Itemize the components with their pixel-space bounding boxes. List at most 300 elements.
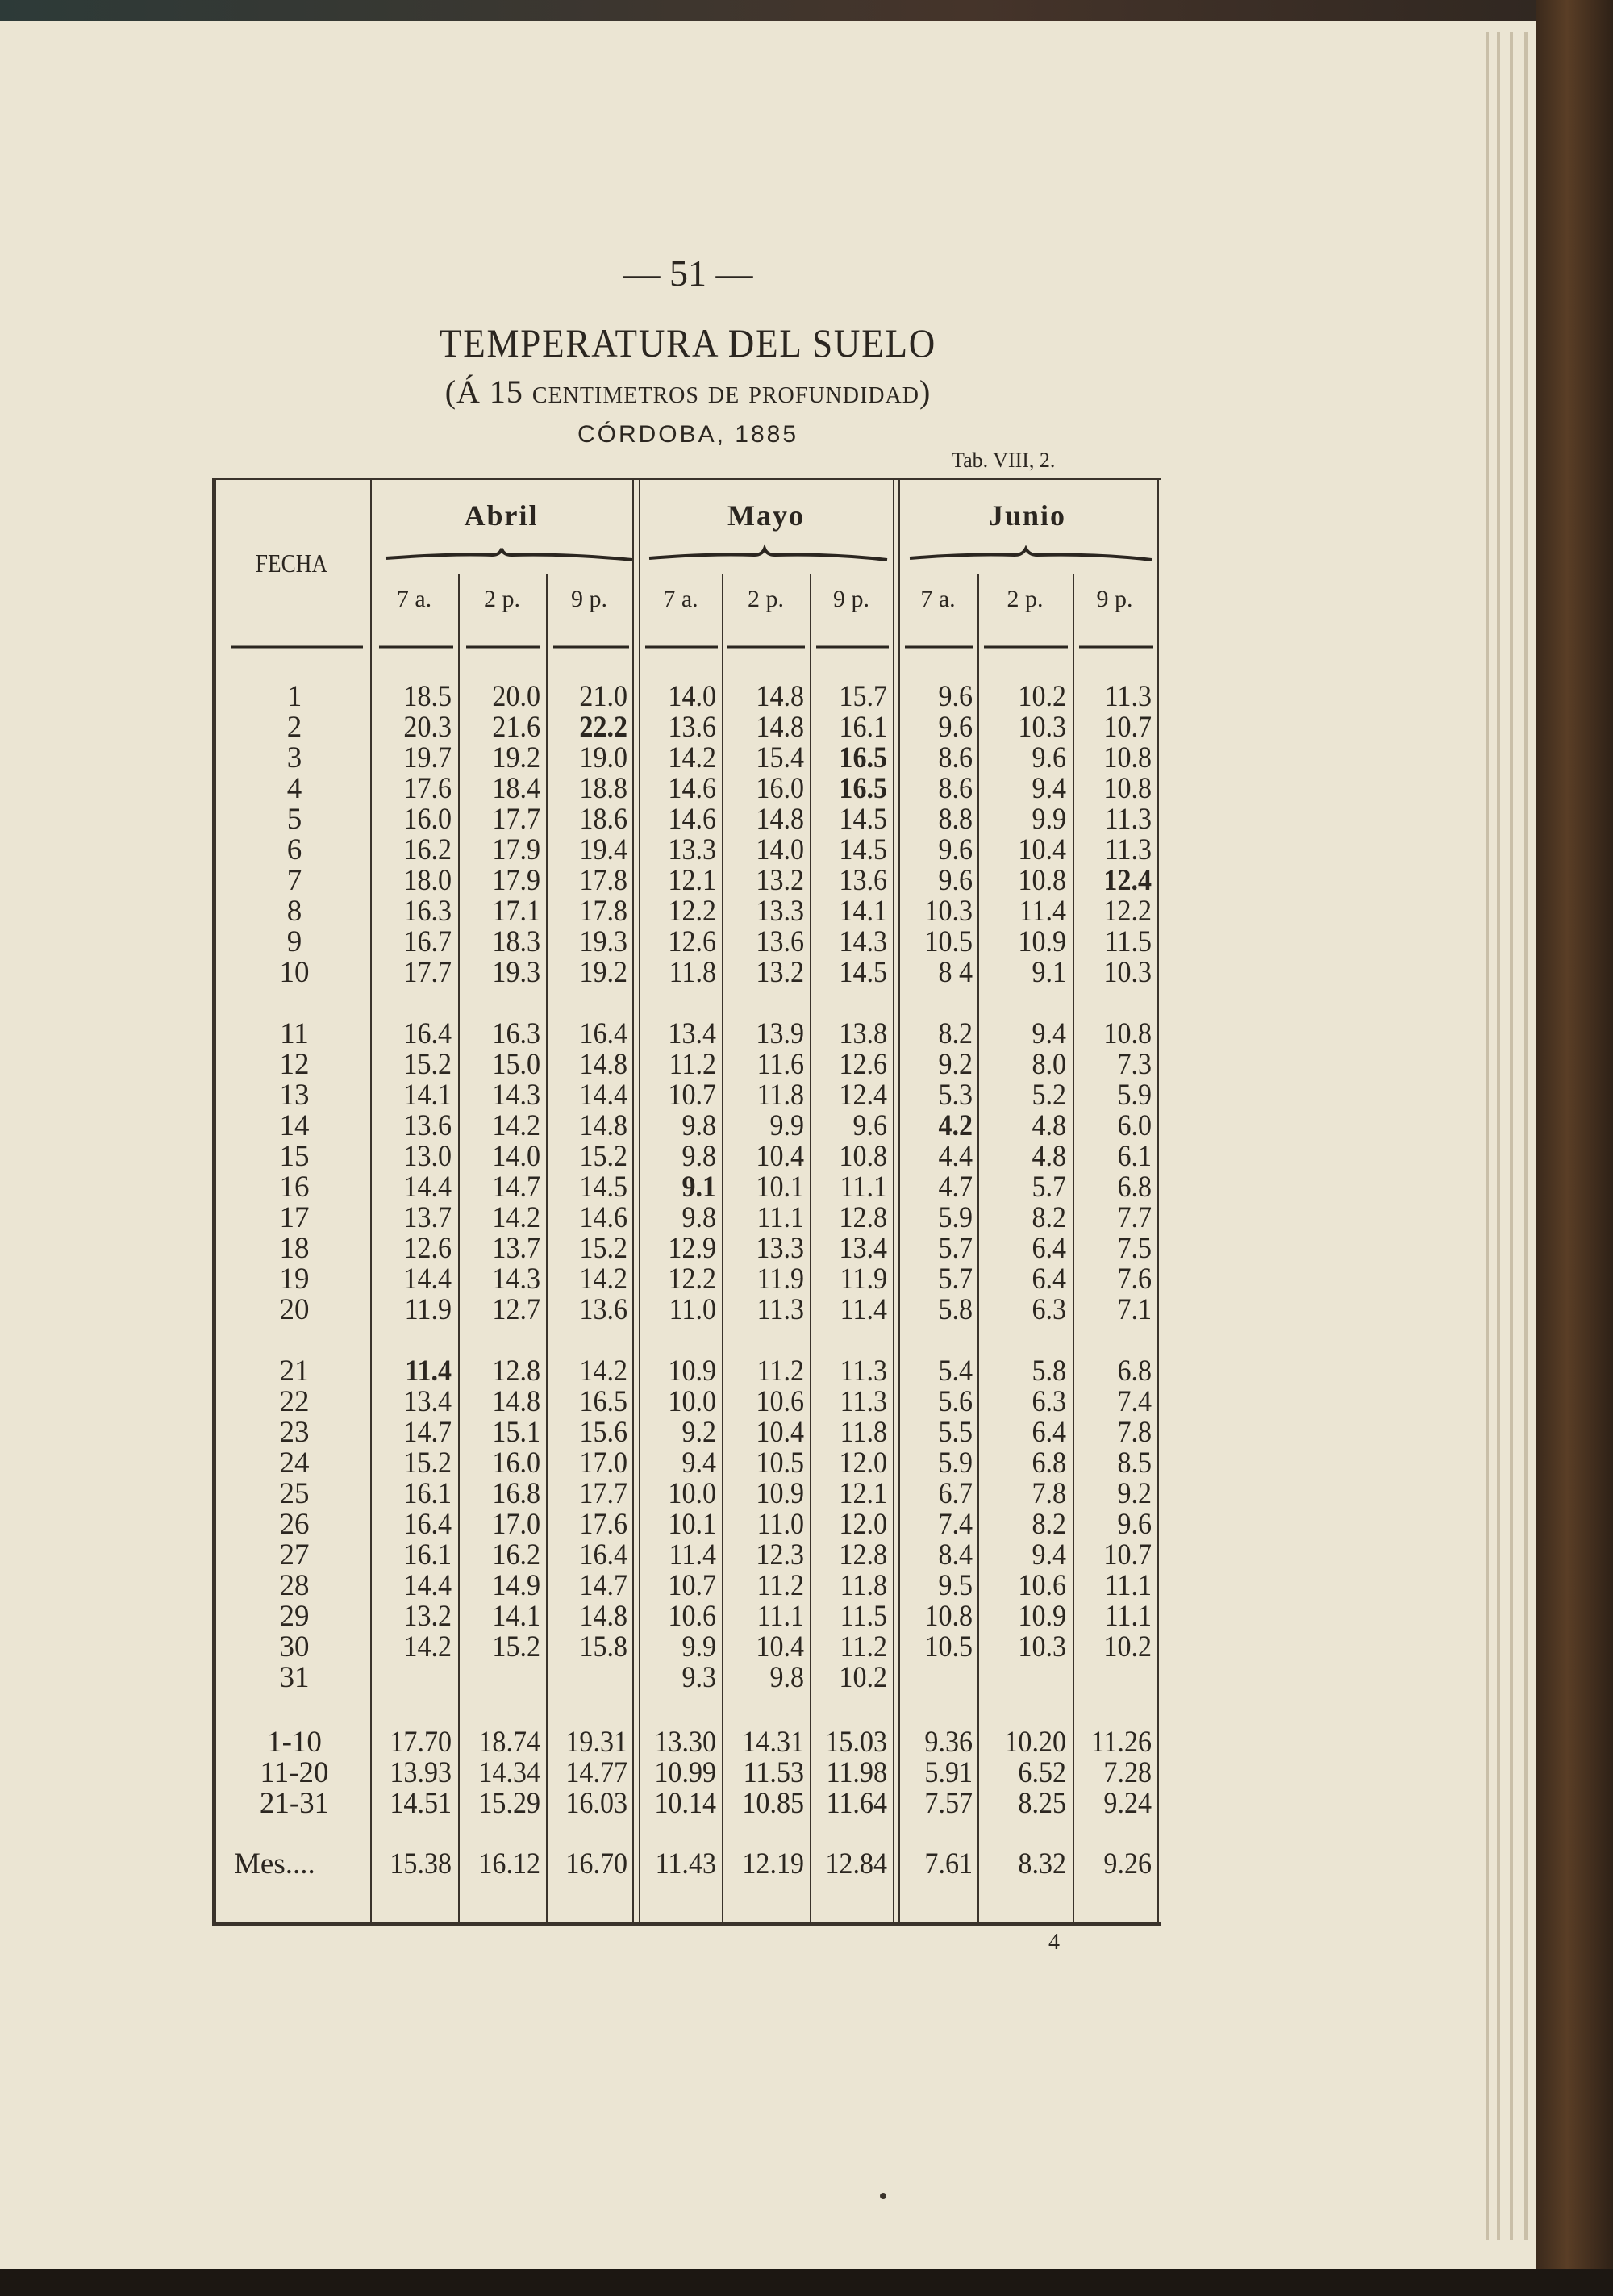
table-cell: 14.4 — [403, 1263, 452, 1296]
row-label: 26 — [279, 1508, 310, 1541]
day-row — [0, 712, 1613, 743]
brace-junio — [910, 549, 1152, 560]
table-cell: 10.4 — [756, 1416, 804, 1449]
table-cell: 14.0 — [668, 680, 716, 713]
table-cell: 12.8 — [839, 1201, 887, 1234]
row-label: 11 — [280, 1017, 309, 1050]
row-label: 29 — [279, 1600, 310, 1633]
row-label: 19 — [279, 1263, 310, 1296]
day-row — [0, 1264, 1613, 1295]
table-cell: 16.1 — [403, 1477, 452, 1510]
table-cell: 9.6 — [938, 680, 973, 713]
table-cell: 10.9 — [756, 1477, 804, 1510]
page-title: TEMPERATURA DEL SUELO — [439, 320, 937, 365]
table-cell: 14.0 — [492, 1140, 540, 1173]
table-cell: 11.3 — [756, 1293, 804, 1326]
table-cell: 4.8 — [1032, 1109, 1066, 1142]
day-row — [0, 1234, 1613, 1264]
table-cell: 12.6 — [403, 1232, 452, 1265]
table-cell: 11.8 — [840, 1416, 887, 1449]
table-cell: 19.2 — [492, 741, 540, 774]
table-cell: 11.2 — [669, 1048, 716, 1081]
table-cell: 11.3 — [1104, 803, 1152, 836]
table-cell: 12.1 — [668, 864, 716, 897]
table-cell: 10.9 — [668, 1355, 716, 1388]
table-cell: 13.6 — [403, 1109, 452, 1142]
table-cell: 5.8 — [1032, 1355, 1066, 1388]
table-cell: 9.24 — [1103, 1787, 1152, 1820]
day-row — [0, 1663, 1613, 1693]
table-cell: 14.31 — [742, 1726, 804, 1759]
row-label: 4 — [286, 772, 302, 805]
table-cell: 13.0 — [403, 1140, 452, 1173]
table-cell: 17.8 — [579, 864, 627, 897]
table-cell: 10.4 — [1018, 833, 1066, 866]
table-cell: 17.6 — [579, 1508, 627, 1541]
table-cell: 13.6 — [668, 711, 716, 744]
day-row — [0, 1417, 1613, 1448]
table-cell: 14.9 — [492, 1569, 540, 1602]
table-cell: 15.2 — [403, 1446, 452, 1480]
table-cell: 11.26 — [1090, 1726, 1152, 1759]
table-cell: 12.9 — [668, 1232, 716, 1265]
table-cell: 16.0 — [492, 1446, 540, 1480]
table-cell: 20.0 — [492, 680, 540, 713]
table-cell: 9.8 — [681, 1109, 716, 1142]
table-cell: 14.34 — [478, 1756, 540, 1789]
ink-dot — [880, 2193, 886, 2199]
table-cell: 11.64 — [826, 1787, 887, 1820]
table-cell: 7.8 — [1032, 1477, 1066, 1510]
table-cell: 5.91 — [924, 1756, 973, 1789]
table-cell: 13.6 — [839, 864, 887, 897]
table-cell: 6.4 — [1032, 1232, 1066, 1265]
table-cell: 8.5 — [1117, 1446, 1152, 1480]
table-cell: 11.3 — [840, 1355, 887, 1388]
table-cell: 12.84 — [825, 1847, 887, 1881]
row-label: 2 — [286, 711, 302, 744]
table-cell: 11.1 — [756, 1201, 804, 1234]
table-cell: 14.8 — [756, 803, 804, 836]
table-cell: 6.4 — [1032, 1416, 1066, 1449]
table-cell: 11.98 — [826, 1756, 887, 1789]
table-cell: 17.9 — [492, 833, 540, 866]
table-cell: 17.7 — [403, 956, 452, 989]
table-cell: 11.8 — [756, 1079, 804, 1112]
table-cell: 8.2 — [938, 1017, 973, 1050]
table-cell: 15.2 — [579, 1140, 627, 1173]
table-cell: 10.7 — [668, 1569, 716, 1602]
table-cell: 12.1 — [839, 1477, 887, 1510]
brace-abril — [386, 549, 632, 560]
table-cell: 10.8 — [1103, 1017, 1152, 1050]
hour-header: 2 p. — [1007, 586, 1044, 612]
table-cell: 12.2 — [1103, 895, 1152, 928]
row-label: Mes.... — [234, 1847, 315, 1881]
table-cell: 9.9 — [681, 1630, 716, 1664]
hour-header: 9 p. — [571, 586, 607, 612]
table-cell: 13.6 — [579, 1293, 627, 1326]
table-cell: 11.4 — [1019, 895, 1066, 928]
table-cell: 12.4 — [839, 1079, 887, 1112]
table-cell: 8.2 — [1032, 1508, 1066, 1541]
table-cell: 15.4 — [756, 741, 804, 774]
table-cell: 8.6 — [938, 772, 973, 805]
table-cell: 17.0 — [492, 1508, 540, 1541]
table-cell: 9.4 — [1032, 1538, 1066, 1572]
day-row — [0, 866, 1613, 896]
table-cell: 16.4 — [579, 1538, 627, 1572]
table-cell: 6.8 — [1117, 1171, 1152, 1204]
row-label: 10 — [279, 956, 310, 989]
table-cell: 14.2 — [492, 1109, 540, 1142]
table-cell: 14.6 — [668, 803, 716, 836]
table-cell: 11.4 — [405, 1355, 452, 1388]
table-cell: 14.8 — [579, 1048, 627, 1081]
day-row — [0, 682, 1613, 712]
table-cell: 18.6 — [579, 803, 627, 836]
table-cell: 17.8 — [579, 895, 627, 928]
day-row — [0, 1142, 1613, 1172]
table-cell: 4.7 — [938, 1171, 973, 1204]
table-cell: 19.7 — [403, 741, 452, 774]
table-cell: 14.6 — [668, 772, 716, 805]
row-label: 16 — [279, 1171, 310, 1204]
table-cell: 6.1 — [1117, 1140, 1152, 1173]
decade-mean-row — [0, 1789, 1613, 1819]
table-cell: 5.8 — [938, 1293, 973, 1326]
day-row — [0, 958, 1613, 988]
table-cell: 16.5 — [839, 772, 887, 805]
table-cell: 14.1 — [492, 1600, 540, 1633]
table-cell: 9.9 — [769, 1109, 804, 1142]
table-cell: 14.51 — [390, 1787, 452, 1820]
table-cell: 12.0 — [839, 1508, 887, 1541]
table-cell: 11.8 — [840, 1569, 887, 1602]
table-cell: 16.8 — [492, 1477, 540, 1510]
row-label: 12 — [279, 1048, 310, 1081]
table-cell: 10.6 — [756, 1385, 804, 1418]
table-cell: 11.3 — [1104, 680, 1152, 713]
month-mean-row — [0, 1849, 1613, 1880]
table-cell: 18.3 — [492, 925, 540, 958]
table-cell: 19.0 — [579, 741, 627, 774]
table-cell: 6.3 — [1032, 1293, 1066, 1326]
table-cell: 9.4 — [681, 1446, 716, 1480]
day-row — [0, 835, 1613, 866]
table-cell: 16.12 — [478, 1847, 540, 1881]
table-cell: 10.3 — [1018, 1630, 1066, 1664]
table-cell: 12.2 — [668, 1263, 716, 1296]
day-row — [0, 1509, 1613, 1540]
table-cell: 5.7 — [1032, 1171, 1066, 1204]
day-row — [0, 1601, 1613, 1632]
table-cell: 11.1 — [756, 1600, 804, 1633]
table-cell: 14.77 — [565, 1756, 627, 1789]
table-cell: 11.1 — [1104, 1600, 1152, 1633]
table-cell: 11.2 — [756, 1569, 804, 1602]
table-cell: 10.9 — [1018, 925, 1066, 958]
table-cell: 11.2 — [756, 1355, 804, 1388]
table-cell: 14.2 — [492, 1201, 540, 1234]
table-cell: 16.03 — [565, 1787, 627, 1820]
row-label: 22 — [279, 1385, 310, 1418]
table-cell: 19.4 — [579, 833, 627, 866]
table-cell: 20.3 — [403, 711, 452, 744]
hour-header: 7 a. — [396, 586, 432, 612]
table-cell: 19.2 — [579, 956, 627, 989]
table-cell: 17.1 — [492, 895, 540, 928]
table-cell: 10.8 — [1103, 741, 1152, 774]
table-cell: 6.52 — [1018, 1756, 1066, 1789]
page-number: — 51 — — [623, 253, 753, 294]
table-cell: 9.1 — [1032, 956, 1066, 989]
table-reference: Tab. VIII, 2. — [952, 449, 1056, 472]
day-row — [0, 1387, 1613, 1417]
table-cell: 16.3 — [403, 895, 452, 928]
table-cell: 16.5 — [579, 1385, 627, 1418]
row-label: 30 — [279, 1630, 310, 1664]
table-cell: 14.1 — [839, 895, 887, 928]
table-cell: 14.3 — [492, 1079, 540, 1112]
table-cell: 9.5 — [938, 1569, 973, 1602]
table-cell: 5.7 — [938, 1263, 973, 1296]
table-cell: 11.6 — [756, 1048, 804, 1081]
table-cell: 18.8 — [579, 772, 627, 805]
table-cell: 14.6 — [579, 1201, 627, 1234]
decade-mean-row — [0, 1758, 1613, 1789]
table-cell: 19.3 — [492, 956, 540, 989]
day-row — [0, 927, 1613, 958]
row-label: 25 — [279, 1477, 310, 1510]
table-cell: 12.7 — [492, 1293, 540, 1326]
table-cell: 8.4 — [938, 1538, 973, 1572]
day-row — [0, 1111, 1613, 1142]
table-cell: 16.4 — [403, 1017, 452, 1050]
table-cell: 10.85 — [742, 1787, 804, 1820]
day-row — [0, 774, 1613, 804]
table-cell: 5.9 — [938, 1201, 973, 1234]
table-cell: 11.1 — [840, 1171, 887, 1204]
table-cell: 13.2 — [756, 864, 804, 897]
table-cell: 13.93 — [390, 1756, 452, 1789]
table-cell: 13.3 — [756, 1232, 804, 1265]
table-cell: 7.28 — [1103, 1756, 1152, 1789]
table-cell: 7.4 — [1117, 1385, 1152, 1418]
table-cell: 10.4 — [756, 1140, 804, 1173]
table-cell: 14.4 — [579, 1079, 627, 1112]
table-cell: 5.7 — [938, 1232, 973, 1265]
day-row — [0, 1295, 1613, 1325]
table-cell: 7.8 — [1117, 1416, 1152, 1449]
table-cell: 7.6 — [1117, 1263, 1152, 1296]
hour-header: 9 p. — [1096, 586, 1133, 612]
table-cell: 14.0 — [756, 833, 804, 866]
table-cell: 11.9 — [840, 1263, 887, 1296]
table-cell: 15.38 — [390, 1847, 452, 1881]
table-cell: 6.8 — [1117, 1355, 1152, 1388]
day-row — [0, 1571, 1613, 1601]
row-label: 20 — [279, 1293, 310, 1326]
date-column-header: FECHA — [255, 549, 328, 578]
table-cell: 11.8 — [669, 956, 716, 989]
table-cell: 5.3 — [938, 1079, 973, 1112]
table-cell: 12.19 — [742, 1847, 804, 1881]
table-cell: 10.8 — [924, 1600, 973, 1633]
table-cell: 16.4 — [403, 1508, 452, 1541]
table-cell: 11.5 — [1104, 925, 1152, 958]
table-cell: 14.2 — [579, 1263, 627, 1296]
brace-mayo — [649, 549, 887, 560]
table-cell: 21.6 — [492, 711, 540, 744]
table-cell: 12.3 — [756, 1538, 804, 1572]
table-cell: 4.8 — [1032, 1140, 1066, 1173]
day-row — [0, 1080, 1613, 1111]
table-cell: 14.3 — [492, 1263, 540, 1296]
table-cell: 8.2 — [1032, 1201, 1066, 1234]
table-cell: 14.8 — [756, 680, 804, 713]
table-cell: 18.5 — [403, 680, 452, 713]
table-cell: 13.3 — [668, 833, 716, 866]
table-cell: 13.2 — [403, 1600, 452, 1633]
table-cell: 14.8 — [756, 711, 804, 744]
table-cell: 14.8 — [579, 1600, 627, 1633]
row-label: 9 — [286, 925, 302, 958]
table-cell: 15.0 — [492, 1048, 540, 1081]
table-cell: 18.4 — [492, 772, 540, 805]
hour-header: 2 p. — [748, 586, 784, 612]
day-row — [0, 1356, 1613, 1387]
day-row — [0, 896, 1613, 927]
table-cell: 11.2 — [840, 1630, 887, 1664]
row-label: 6 — [286, 833, 302, 866]
table-cell: 10.8 — [1103, 772, 1152, 805]
table-cell: 17.9 — [492, 864, 540, 897]
table-cell: 12.6 — [668, 925, 716, 958]
month-header-mayo: Mayo — [727, 499, 805, 532]
day-row — [0, 1203, 1613, 1234]
table-cell: 11.4 — [840, 1293, 887, 1326]
table-cell: 11.4 — [669, 1538, 716, 1572]
table-cell: 10.99 — [654, 1756, 716, 1789]
table-cell: 17.7 — [492, 803, 540, 836]
table-cell: 14.1 — [403, 1079, 452, 1112]
table-cell: 6.3 — [1032, 1385, 1066, 1418]
table-cell: 14.7 — [579, 1569, 627, 1602]
table-cell: 9.8 — [769, 1661, 804, 1694]
table-cell: 10.3 — [924, 895, 973, 928]
table-cell: 13.7 — [492, 1232, 540, 1265]
table-cell: 14.5 — [839, 803, 887, 836]
row-label: 31 — [279, 1661, 310, 1694]
table-cell: 10.9 — [1018, 1600, 1066, 1633]
table-cell: 7.5 — [1117, 1232, 1152, 1265]
table-cell: 14.2 — [579, 1355, 627, 1388]
table-cell: 10.3 — [1103, 956, 1152, 989]
table-cell: 11.0 — [669, 1293, 716, 1326]
table-cell: 6.8 — [1032, 1446, 1066, 1480]
table-cell: 13.3 — [756, 895, 804, 928]
table-cell: 9.9 — [1032, 803, 1066, 836]
table-cell: 13.30 — [654, 1726, 716, 1759]
table-cell: 9.6 — [852, 1109, 887, 1142]
row-label: 18 — [279, 1232, 310, 1265]
table-cell: 13.7 — [403, 1201, 452, 1234]
table-cell: 12.8 — [839, 1538, 887, 1572]
table-cell: 7.4 — [938, 1508, 973, 1541]
table-cell: 14.5 — [839, 956, 887, 989]
table-cell: 9.6 — [1117, 1508, 1152, 1541]
table-cell: 15.1 — [492, 1416, 540, 1449]
month-braces — [0, 0, 1613, 662]
table-cell: 7.61 — [924, 1847, 973, 1881]
row-label: 3 — [286, 741, 302, 774]
table-cell: 16.3 — [492, 1017, 540, 1050]
table-cell: 17.0 — [579, 1446, 627, 1480]
table-cell: 9.3 — [681, 1661, 716, 1694]
table-cell: 11.1 — [1104, 1569, 1152, 1602]
row-label: 7 — [286, 864, 302, 897]
table-cell: 14.4 — [403, 1171, 452, 1204]
table-cell: 15.29 — [478, 1787, 540, 1820]
table-cell: 9.2 — [938, 1048, 973, 1081]
table-border-bottom — [212, 1922, 1161, 1926]
table-cell: 7.57 — [924, 1787, 973, 1820]
table-cell: 17.6 — [403, 772, 452, 805]
table-cell: 9.8 — [681, 1140, 716, 1173]
table-cell: 12.2 — [668, 895, 716, 928]
month-header-abril: Abril — [464, 499, 539, 532]
signature-mark: 4 — [1048, 1930, 1060, 1955]
row-label: 17 — [279, 1201, 310, 1234]
day-row — [0, 1050, 1613, 1080]
row-label: 13 — [279, 1079, 310, 1112]
table-cell: 9.4 — [1032, 1017, 1066, 1050]
table-cell: 16.0 — [756, 772, 804, 805]
table-cell: 10.7 — [668, 1079, 716, 1112]
table-cell: 22.2 — [579, 711, 627, 744]
row-label: 15 — [279, 1140, 310, 1173]
table-cell: 10.2 — [1103, 1630, 1152, 1664]
table-cell: 14.7 — [403, 1416, 452, 1449]
row-label: 11-20 — [260, 1756, 329, 1789]
table-cell: 10.1 — [668, 1508, 716, 1541]
table-cell: 10.7 — [1103, 711, 1152, 744]
table-cell: 7.3 — [1117, 1048, 1152, 1081]
table-cell: 9.2 — [681, 1416, 716, 1449]
place-year: CÓRDOBA, 1885 — [577, 421, 799, 448]
table-cell: 16.2 — [403, 833, 452, 866]
day-row — [0, 1172, 1613, 1203]
hour-header: 7 a. — [920, 586, 956, 612]
table-cell: 14.5 — [579, 1171, 627, 1204]
table-cell: 5.2 — [1032, 1079, 1066, 1112]
table-cell: 11.53 — [743, 1756, 804, 1789]
table-cell: 16.2 — [492, 1538, 540, 1572]
table-cell: 11.9 — [756, 1263, 804, 1296]
table-cell: 13.4 — [839, 1232, 887, 1265]
table-cell: 10.8 — [839, 1140, 887, 1173]
table-cell: 10.5 — [756, 1446, 804, 1480]
table-cell: 10.4 — [756, 1630, 804, 1664]
table-cell: 12.8 — [492, 1355, 540, 1388]
table-cell: 10.7 — [1103, 1538, 1152, 1572]
table-cell: 14.2 — [668, 741, 716, 774]
table-cell: 14.2 — [403, 1630, 452, 1664]
day-row — [0, 743, 1613, 774]
table-cell: 15.2 — [492, 1630, 540, 1664]
row-label: 8 — [286, 895, 302, 928]
